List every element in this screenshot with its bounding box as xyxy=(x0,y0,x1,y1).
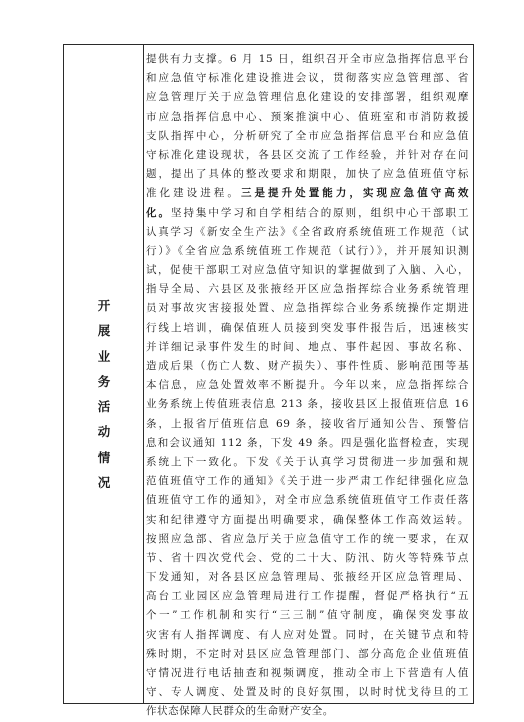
body-text: 条，上报省厅值班信息 69 条，接收省厅通知公告、预警信 xyxy=(146,417,469,430)
section-label-cell xyxy=(64,45,143,703)
body-text: 灾害有人指挥调度、有人应对处置。同时，在关键节点和特 xyxy=(146,628,469,641)
content-line xyxy=(146,645,469,664)
section-content-cell xyxy=(146,50,469,718)
content-line xyxy=(146,568,469,587)
content-line xyxy=(146,472,469,491)
body-text: 守情况进行电话抽查和视频调度，推动全市上下营造有人值 xyxy=(146,667,469,679)
body-text: 行）》《全省应急系统值班工作规范（试行）》，并开展知识测 xyxy=(146,244,469,257)
body-text: 实和纪律遵守方面提出明确要求，确保整体工作高效运转。 xyxy=(146,513,469,526)
body-text: 作状态保障人民群众的生命财产安全。 xyxy=(146,705,334,718)
body-text: 员对事故灾害接报处置、应急指挥综合业务系统操作定期进 xyxy=(146,302,469,315)
content-line xyxy=(146,223,469,242)
content-line xyxy=(146,664,469,683)
content-line xyxy=(146,242,469,261)
content-line xyxy=(146,319,469,338)
content-line xyxy=(146,434,469,453)
body-text: 提供有力支撑。6 月 15 日，组织召开全市应急指挥信息平台 xyxy=(146,53,469,65)
content-line xyxy=(146,702,469,721)
body-text: 坚持集中学习和自学相结合的原则，组织中心干部职工 xyxy=(170,206,469,219)
content-line xyxy=(146,338,469,357)
content-line xyxy=(146,683,469,702)
body-text: 息和会议通知 112 条，下发 49 条。四是强化监督检查，实现 xyxy=(146,436,469,449)
body-text: 应急管理厅关于应急管理信息化建设的安排部署，组织观摩 xyxy=(146,91,469,104)
body-text: 守、专人调度、处置及时的良好氛围，以时时忧戈待旦的工 xyxy=(146,686,469,699)
body-text: 准化建设进程。 xyxy=(146,187,241,200)
content-line xyxy=(146,261,469,280)
emphasis-text: 三是提升处置能力，实现应急值守高效 xyxy=(240,187,469,200)
body-text: 系统上下一致化。下发《关于认真学习贯彻进一步加强和规 xyxy=(146,455,469,468)
body-text: 下发通知，对各县区应急管理局、张掖经开区应急管理局、 xyxy=(146,571,469,584)
body-text: 业务系统上传值班表信息 213 条，接收县区上报值班信息 16 xyxy=(146,398,469,411)
body-text: 值班值守工作的通知》，对全市应急系统值班值守工作责任落 xyxy=(146,494,469,507)
body-text: 个一”工作机制和实行“三三制”值守制度，确保突发事故 xyxy=(146,609,469,622)
body-text: 指导全局、六县区及张掖经开区应急指挥综合业务系统管理 xyxy=(146,283,469,296)
content-line xyxy=(146,50,469,69)
content-line xyxy=(146,165,469,184)
content-line xyxy=(146,299,469,318)
content-line xyxy=(146,127,469,146)
body-text: 并详细记录事件发生的时间、地点、事件起因、事故名称、 xyxy=(146,340,469,353)
content-line xyxy=(146,606,469,625)
body-text: 市应急指挥信息中心、预案推演中心、值班室和市消防救援 xyxy=(146,110,469,123)
content-line xyxy=(146,453,469,472)
body-text: 高台工业园区应急管理局进行工作提醒，督促严格执行“五 xyxy=(146,590,469,603)
content-line xyxy=(146,204,469,223)
body-text: 行线上培训，确保值班人员接到突发事件报告后，迅速核实 xyxy=(146,321,469,334)
body-text: 本信息，应急处置效率不断提升。今年以来，应急指挥综合 xyxy=(146,379,469,392)
section-label: 开展业务活动情况 xyxy=(97,298,111,491)
emphasis-text: 化。 xyxy=(146,206,171,219)
content-line xyxy=(146,88,469,107)
body-text: 和应急值守标准化建设推进会议，贯彻落实应急管理部、省 xyxy=(146,72,469,85)
body-text: 守标准化建设现状，各县区交流了工作经验，并针对存在问 xyxy=(146,148,469,161)
content-line xyxy=(146,530,469,549)
body-text: 按照应急部、省应急厅关于应急值守工作的统一要求，在双 xyxy=(146,532,469,545)
content-line xyxy=(146,357,469,376)
body-text: 造成后果（伤亡人数、财产损失）、事件性质、影响范围等基 xyxy=(146,360,469,372)
body-text: 试，促使干部职工对应急值守知识的掌握做到了入脑、入心， xyxy=(146,264,469,277)
content-line xyxy=(146,69,469,88)
body-text: 节、省十四次党代会、党的二十大、防汛、防火等特殊节点 xyxy=(146,551,469,564)
body-text: 范值班值守工作的通知》《关于进一步严肃工作纪律强化应急 xyxy=(146,475,469,488)
content-line xyxy=(146,549,469,568)
content-line xyxy=(146,146,469,165)
content-line xyxy=(146,395,469,414)
body-text: 支队指挥中心，分析研究了全市应急指挥信息平台和应急值 xyxy=(146,129,469,142)
content-line xyxy=(146,415,469,434)
content-line xyxy=(146,184,469,203)
body-text: 殊时期，不定时对县区应急管理部门、部分高危企业值班值 xyxy=(146,647,469,660)
content-line xyxy=(146,108,469,127)
content-line xyxy=(146,280,469,299)
content-line xyxy=(146,511,469,530)
content-line xyxy=(146,626,469,645)
content-line xyxy=(146,491,469,510)
report-table xyxy=(63,44,474,718)
body-text: 认真学习《新安全生产法》《全省政府系统值班工作规范（试 xyxy=(146,225,469,238)
body-text: 题，提出了具体的整改要求和期限，加快了应急值班值守标 xyxy=(146,168,469,181)
column-divider xyxy=(143,45,144,703)
content-line xyxy=(146,376,469,395)
content-line xyxy=(146,587,469,606)
